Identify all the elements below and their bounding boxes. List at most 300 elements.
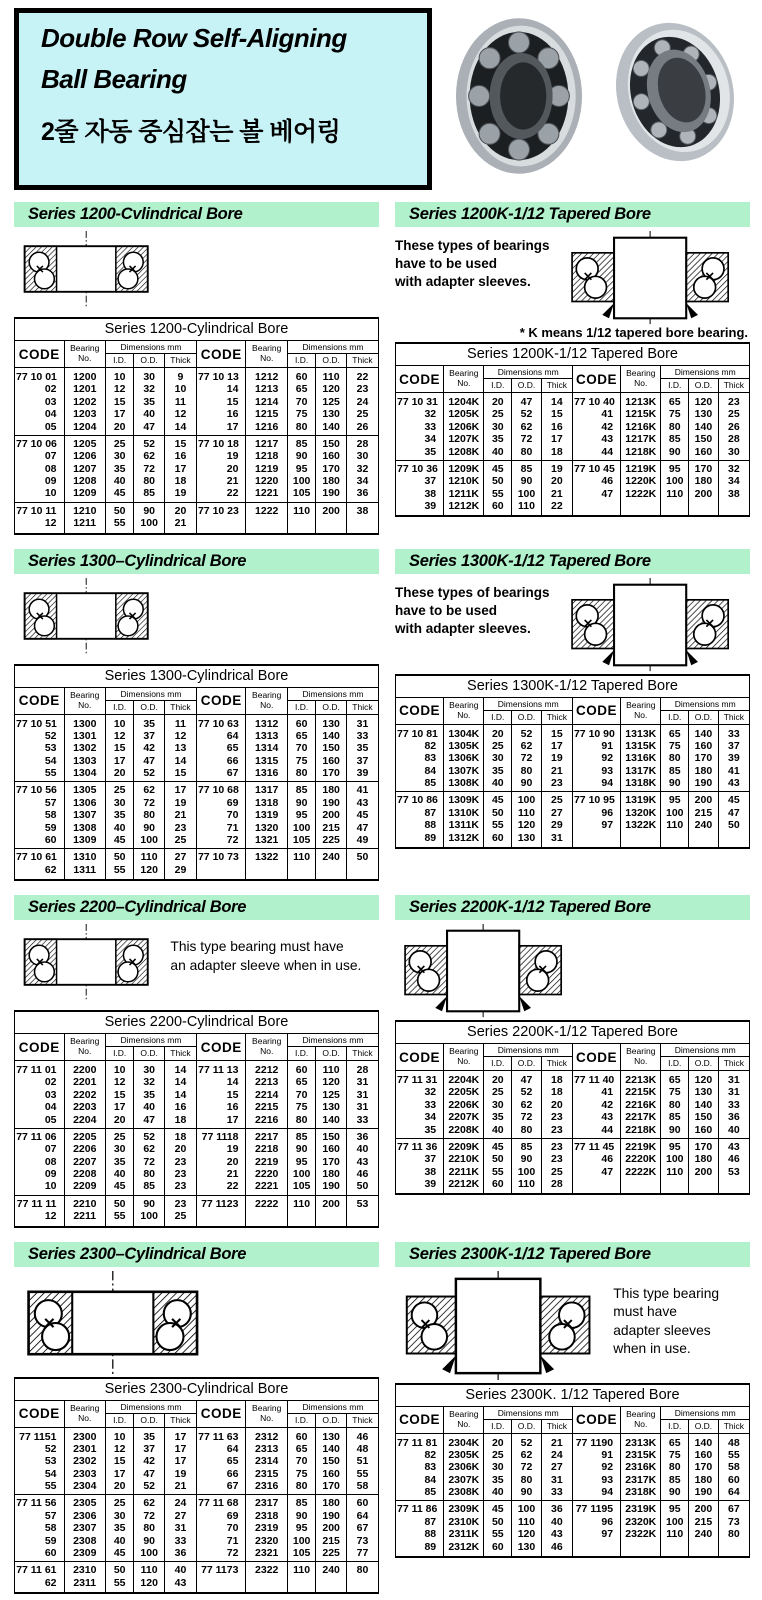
bearing-no-cell: 2306K bbox=[444, 1461, 484, 1473]
od-cell: 130 bbox=[316, 714, 347, 730]
id-cell: 50 bbox=[484, 475, 512, 487]
id-cell: 55 bbox=[484, 488, 512, 500]
od-cell: 200 bbox=[316, 502, 347, 517]
thick-cell: 19 bbox=[541, 752, 572, 764]
bearing-no-cell: 2205K bbox=[444, 1086, 484, 1098]
bearing-no-cell: 2312K bbox=[444, 1541, 484, 1557]
bearing-no-cell: 1211 bbox=[64, 517, 105, 533]
od-cell: 32 bbox=[134, 383, 165, 395]
thick-cell: 28 bbox=[346, 1061, 378, 1077]
id-cell: 75 bbox=[661, 740, 689, 752]
od-cell: 40 bbox=[134, 1101, 165, 1113]
od-cell: 90 bbox=[512, 777, 542, 792]
bearing-cross-section-diagram bbox=[395, 1271, 601, 1381]
id-cell: 95 bbox=[661, 1501, 689, 1516]
thick-cell: 45 bbox=[718, 792, 749, 807]
code-cell: 87 bbox=[396, 1516, 444, 1528]
od-cell: 170 bbox=[316, 1156, 347, 1168]
column-header-od: O.D. bbox=[316, 1047, 347, 1061]
code-cell: 94 bbox=[572, 777, 620, 792]
id-cell: 25 bbox=[105, 782, 133, 797]
thick-cell bbox=[718, 1178, 749, 1194]
bearing-no-cell: 1303 bbox=[64, 755, 105, 767]
bearing-no-cell bbox=[621, 1541, 661, 1557]
thick-cell: 47 bbox=[718, 807, 749, 819]
od-cell: 90 bbox=[512, 1486, 542, 1501]
thick-cell: 25 bbox=[346, 408, 378, 420]
column-header-code: CODE bbox=[572, 1406, 620, 1433]
od-cell: 180 bbox=[689, 765, 719, 777]
od-cell: 40 bbox=[134, 408, 165, 420]
table-row bbox=[15, 1510, 379, 1522]
column-header-bearing-no: Bearing No. bbox=[64, 1400, 105, 1427]
od-cell: 130 bbox=[316, 1101, 347, 1113]
bearing-no-cell bbox=[246, 1577, 287, 1593]
column-header-od: O.D. bbox=[316, 700, 347, 714]
od-cell: 150 bbox=[689, 433, 719, 445]
id-cell: 100 bbox=[287, 1168, 315, 1180]
id-cell: 20 bbox=[105, 1114, 133, 1129]
bearing-no-cell: 1310 bbox=[64, 849, 105, 864]
thick-cell: 34 bbox=[346, 475, 378, 487]
od-cell: 90 bbox=[134, 1195, 165, 1210]
thick-cell: 49 bbox=[346, 834, 378, 849]
series-banner bbox=[14, 1242, 379, 1267]
column-header-dimensions: Dimensions mm bbox=[287, 1034, 378, 1047]
id-cell: 25 bbox=[105, 1128, 133, 1143]
id-cell: 25 bbox=[484, 1449, 512, 1461]
thick-cell: 24 bbox=[346, 396, 378, 408]
id-cell: 45 bbox=[484, 460, 512, 475]
thick-cell: 23 bbox=[164, 1168, 196, 1180]
thick-cell: 20 bbox=[541, 1099, 572, 1111]
code-cell: 33 bbox=[396, 1099, 444, 1111]
id-cell: 17 bbox=[105, 1101, 133, 1113]
bearing-no-cell: 1209 bbox=[64, 487, 105, 502]
thick-cell: 24 bbox=[164, 1495, 196, 1510]
code-cell: 57 bbox=[15, 1510, 65, 1522]
series-section bbox=[395, 1242, 750, 1595]
bearing-no-cell: 2319 bbox=[246, 1522, 287, 1534]
od-cell: 85 bbox=[134, 487, 165, 502]
code-cell: 93 bbox=[572, 765, 620, 777]
id-cell: 60 bbox=[287, 1061, 315, 1077]
id-cell: 12 bbox=[105, 383, 133, 395]
table-row bbox=[15, 1195, 379, 1210]
od-cell: 150 bbox=[316, 1455, 347, 1467]
od-cell: 215 bbox=[689, 807, 719, 819]
od-cell: 62 bbox=[512, 1099, 542, 1111]
od-cell: 190 bbox=[689, 777, 719, 792]
bearing-no-cell: 1307K bbox=[444, 765, 484, 777]
thick-cell bbox=[718, 500, 749, 516]
id-cell: 65 bbox=[287, 1443, 315, 1455]
od-cell: 62 bbox=[134, 450, 165, 462]
od-cell: 180 bbox=[316, 475, 347, 487]
id-cell: 30 bbox=[105, 450, 133, 462]
id-cell: 45 bbox=[105, 834, 133, 849]
bearing-no-cell: 1313 bbox=[246, 730, 287, 742]
thick-cell: 39 bbox=[718, 752, 749, 764]
id-cell: 50 bbox=[105, 1195, 133, 1210]
id-cell: 30 bbox=[105, 1510, 133, 1522]
thick-cell: 51 bbox=[346, 1455, 378, 1467]
id-cell: 35 bbox=[484, 1474, 512, 1486]
table-row bbox=[15, 1522, 379, 1534]
id-cell: 95 bbox=[661, 792, 689, 807]
code-cell: 05 bbox=[15, 1114, 65, 1129]
column-header-thick: Thick bbox=[718, 379, 749, 393]
id-cell: 35 bbox=[484, 1111, 512, 1123]
code-cell: 67 bbox=[196, 1480, 246, 1495]
table-row bbox=[396, 724, 750, 740]
id-cell: 25 bbox=[484, 408, 512, 420]
code-cell: 97 bbox=[572, 1528, 620, 1540]
id-cell: 100 bbox=[287, 822, 315, 834]
code-cell: 21 bbox=[196, 475, 246, 487]
column-header-thick: Thick bbox=[346, 1047, 378, 1061]
bearing-no-cell: 2306 bbox=[64, 1510, 105, 1522]
code-cell: 12 bbox=[15, 517, 65, 533]
series-banner bbox=[14, 549, 379, 574]
od-cell: 62 bbox=[512, 1449, 542, 1461]
thick-cell: 14 bbox=[164, 421, 196, 436]
bearing-no-cell: 1320 bbox=[246, 822, 287, 834]
column-header-id: I.D. bbox=[287, 700, 315, 714]
bearing-no-cell: 1216K bbox=[621, 421, 661, 433]
od-cell: 72 bbox=[512, 433, 542, 445]
bearing-table bbox=[14, 1010, 379, 1228]
od-cell: 85 bbox=[134, 1180, 165, 1195]
code-cell: 89 bbox=[396, 832, 444, 848]
id-cell: 75 bbox=[287, 755, 315, 767]
table-row bbox=[396, 460, 750, 475]
bearing-no-cell: 2317 bbox=[246, 1495, 287, 1510]
code-cell: 20 bbox=[196, 463, 246, 475]
bearing-no-cell: 1220K bbox=[621, 475, 661, 487]
table-row bbox=[15, 797, 379, 809]
code-cell: 55 bbox=[15, 767, 65, 782]
id-cell: 75 bbox=[661, 1449, 689, 1461]
id-cell bbox=[661, 1178, 689, 1194]
column-header-bearing-no: Bearing No. bbox=[246, 1400, 287, 1427]
thick-cell: 23 bbox=[164, 822, 196, 834]
id-cell: 45 bbox=[484, 792, 512, 807]
od-cell: 240 bbox=[689, 819, 719, 831]
od-cell: 120 bbox=[316, 1076, 347, 1088]
thick-cell: 43 bbox=[541, 1528, 572, 1540]
table-row bbox=[396, 488, 750, 500]
bearing-no-cell: 1304K bbox=[444, 724, 484, 740]
code-cell: 77 1151 bbox=[15, 1427, 65, 1443]
thick-cell: 14 bbox=[164, 1089, 196, 1101]
id-cell: 25 bbox=[105, 435, 133, 450]
thick-cell: 21 bbox=[164, 809, 196, 821]
usage-note bbox=[395, 231, 550, 292]
table-row bbox=[15, 1427, 379, 1443]
bearing-no-cell: 2210 bbox=[64, 1195, 105, 1210]
bearing-no-cell: 1315K bbox=[621, 740, 661, 752]
table-row bbox=[396, 433, 750, 445]
thick-cell: 21 bbox=[541, 765, 572, 777]
thick-cell: 50 bbox=[346, 1180, 378, 1195]
bearing-no-cell: 1319K bbox=[621, 792, 661, 807]
table-row bbox=[15, 809, 379, 821]
code-cell: 82 bbox=[396, 740, 444, 752]
code-cell: 77 10 31 bbox=[396, 393, 444, 409]
catalog-grid bbox=[14, 202, 750, 1594]
code-cell: 77 10 36 bbox=[396, 460, 444, 475]
bearing-no-cell: 2310 bbox=[64, 1562, 105, 1577]
od-cell: 225 bbox=[316, 834, 347, 849]
note-line: with adapter sleeves. bbox=[395, 274, 531, 290]
bearing-no-cell: 2202 bbox=[64, 1089, 105, 1101]
thick-cell: 14 bbox=[164, 1076, 196, 1088]
table-title: Series 1300K-1/12 Tapered Bore bbox=[396, 675, 750, 698]
id-cell: 55 bbox=[105, 864, 133, 880]
column-header-od: O.D. bbox=[512, 1057, 542, 1071]
thick-cell: 18 bbox=[164, 475, 196, 487]
bearing-no-cell: 2204 bbox=[64, 1114, 105, 1129]
id-cell: 50 bbox=[105, 1562, 133, 1577]
thick-cell: 15 bbox=[164, 767, 196, 782]
id-cell: 30 bbox=[105, 797, 133, 809]
column-header-od: O.D. bbox=[134, 354, 165, 368]
title-box bbox=[14, 8, 432, 190]
od-cell: 85 bbox=[512, 1138, 542, 1153]
table-row bbox=[15, 1089, 379, 1101]
id-cell: 20 bbox=[484, 1433, 512, 1449]
thick-cell: 23 bbox=[541, 1111, 572, 1123]
column-header-dimensions: Dimensions mm bbox=[287, 1400, 378, 1413]
thick-cell: 20 bbox=[541, 475, 572, 487]
bearing-no-cell: 1210K bbox=[444, 475, 484, 487]
table-row bbox=[15, 435, 379, 450]
column-header-bearing-no: Bearing No. bbox=[621, 366, 661, 393]
id-cell: 35 bbox=[105, 1156, 133, 1168]
od-cell bbox=[689, 1541, 719, 1557]
table-row bbox=[15, 475, 379, 487]
id-cell: 105 bbox=[287, 487, 315, 502]
table-row bbox=[15, 1114, 379, 1129]
code-cell: 77 10 40 bbox=[572, 393, 620, 409]
code-cell: 14 bbox=[196, 1076, 246, 1088]
thick-cell: 40 bbox=[541, 1516, 572, 1528]
thick-cell: 40 bbox=[346, 1143, 378, 1155]
id-cell: 12 bbox=[105, 1443, 133, 1455]
column-header-id: I.D. bbox=[484, 379, 512, 393]
code-cell: 85 bbox=[396, 777, 444, 792]
thick-cell: 17 bbox=[164, 1455, 196, 1467]
thick-cell: 27 bbox=[164, 849, 196, 864]
thick-cell: 17 bbox=[541, 433, 572, 445]
column-header-bearing-no: Bearing No. bbox=[621, 697, 661, 724]
code-cell: 59 bbox=[15, 822, 65, 834]
bearing-no-cell: 2308K bbox=[444, 1486, 484, 1501]
code-cell: 69 bbox=[196, 797, 246, 809]
id-cell: 75 bbox=[287, 1101, 315, 1113]
od-cell: 37 bbox=[134, 1443, 165, 1455]
code-cell: 22 bbox=[196, 487, 246, 502]
code-cell: 91 bbox=[572, 1449, 620, 1461]
bearing-cross-section-diagram bbox=[562, 578, 738, 672]
thick-cell: 36 bbox=[346, 487, 378, 502]
od-cell: 52 bbox=[134, 435, 165, 450]
bearing-no-cell: 1211K bbox=[444, 488, 484, 500]
column-header-thick: Thick bbox=[346, 354, 378, 368]
od-cell: 190 bbox=[316, 487, 347, 502]
table-row bbox=[396, 1474, 750, 1486]
id-cell: 110 bbox=[287, 849, 315, 864]
thick-cell: 26 bbox=[346, 421, 378, 436]
series-banner-label: Series 2300K-1/12 Tapered Bore bbox=[409, 1244, 651, 1263]
table-row bbox=[396, 752, 750, 764]
code-cell: 77 11 40 bbox=[572, 1071, 620, 1087]
code-cell: 60 bbox=[15, 1547, 65, 1562]
od-cell: 200 bbox=[316, 1522, 347, 1534]
od-cell: 47 bbox=[134, 1468, 165, 1480]
bearing-no-cell: 2216K bbox=[621, 1099, 661, 1111]
od-cell: 72 bbox=[512, 1461, 542, 1473]
id-cell: 70 bbox=[287, 1455, 315, 1467]
id-cell: 40 bbox=[484, 777, 512, 792]
id-cell: 20 bbox=[105, 421, 133, 436]
id-cell: 12 bbox=[105, 1076, 133, 1088]
bearing-no-cell: 1218K bbox=[621, 446, 661, 461]
thick-cell: 23 bbox=[164, 1156, 196, 1168]
id-cell: 80 bbox=[287, 1480, 315, 1495]
code-cell: 70 bbox=[196, 809, 246, 821]
code-cell: 41 bbox=[572, 1086, 620, 1098]
code-cell: 77 10 86 bbox=[396, 792, 444, 807]
code-cell bbox=[572, 1541, 620, 1557]
column-header-code: CODE bbox=[15, 687, 65, 714]
code-cell: 15 bbox=[196, 1089, 246, 1101]
code-cell: 77 1123 bbox=[196, 1195, 246, 1210]
od-cell: 32 bbox=[134, 1076, 165, 1088]
code-cell: 03 bbox=[15, 1089, 65, 1101]
bearing-no-cell: 1311K bbox=[444, 819, 484, 831]
bearing-no-cell bbox=[246, 864, 287, 880]
id-cell: 85 bbox=[661, 433, 689, 445]
id-cell: 85 bbox=[287, 1128, 315, 1143]
id-cell: 85 bbox=[287, 782, 315, 797]
bearing-no-cell bbox=[621, 500, 661, 516]
bearing-no-cell: 2218K bbox=[621, 1124, 661, 1139]
table-row bbox=[396, 1486, 750, 1501]
thick-cell: 12 bbox=[164, 730, 196, 742]
thick-cell: 24 bbox=[541, 1449, 572, 1461]
bearing-no-cell: 1200 bbox=[64, 368, 105, 384]
od-cell: 140 bbox=[689, 421, 719, 433]
od-cell: 120 bbox=[134, 1577, 165, 1593]
code-cell: 66 bbox=[196, 755, 246, 767]
code-cell: 53 bbox=[15, 742, 65, 754]
note-line: This type bearing must have bbox=[170, 939, 344, 954]
column-header-dimensions: Dimensions mm bbox=[484, 697, 572, 710]
column-header-od: O.D. bbox=[134, 1047, 165, 1061]
bearing-no-cell: 1206K bbox=[444, 421, 484, 433]
bearing-no-cell: 1302 bbox=[64, 742, 105, 754]
id-cell: 85 bbox=[661, 1474, 689, 1486]
bearing-cross-section-diagram bbox=[14, 578, 158, 654]
bearing-cross-section-diagram bbox=[562, 231, 738, 325]
bearing-table bbox=[14, 664, 379, 882]
thick-cell: 18 bbox=[541, 446, 572, 461]
od-cell: 160 bbox=[316, 1143, 347, 1155]
column-header-thick: Thick bbox=[164, 700, 196, 714]
od-cell bbox=[316, 517, 347, 533]
od-cell: 225 bbox=[316, 1547, 347, 1562]
id-cell: 105 bbox=[287, 834, 315, 849]
code-cell: 09 bbox=[15, 475, 65, 487]
thick-cell: 80 bbox=[718, 1528, 749, 1540]
id-cell: 80 bbox=[661, 752, 689, 764]
bearing-photo-icon bbox=[440, 12, 598, 180]
od-cell: 160 bbox=[689, 1124, 719, 1139]
column-header-od: O.D. bbox=[689, 1419, 719, 1433]
od-cell: 80 bbox=[134, 809, 165, 821]
thick-cell: 27 bbox=[164, 1510, 196, 1522]
od-cell: 62 bbox=[134, 782, 165, 797]
table-row bbox=[15, 1535, 379, 1547]
thick-cell: 36 bbox=[541, 1501, 572, 1516]
bearing-no-cell: 2319K bbox=[621, 1501, 661, 1516]
column-header-bearing-no: Bearing No. bbox=[246, 341, 287, 368]
bearing-no-cell: 1209K bbox=[444, 460, 484, 475]
note-line: with adapter sleeves. bbox=[395, 620, 531, 636]
table-row bbox=[396, 393, 750, 409]
bearing-table bbox=[14, 317, 379, 535]
thick-cell: 23 bbox=[541, 777, 572, 792]
column-header-id: I.D. bbox=[484, 1057, 512, 1071]
od-cell: 52 bbox=[512, 724, 542, 740]
od-cell: 240 bbox=[316, 1562, 347, 1577]
thick-cell: 77 bbox=[346, 1547, 378, 1562]
bearing-no-cell: 1219 bbox=[246, 463, 287, 475]
id-cell: 15 bbox=[105, 1089, 133, 1101]
od-cell: 110 bbox=[512, 1178, 542, 1194]
column-header-thick: Thick bbox=[718, 1057, 749, 1071]
code-cell bbox=[196, 1210, 246, 1226]
id-cell: 15 bbox=[105, 1455, 133, 1467]
bearing-no-cell: 1206 bbox=[64, 450, 105, 462]
od-cell: 200 bbox=[689, 792, 719, 807]
bearing-no-cell: 1215K bbox=[621, 408, 661, 420]
code-cell bbox=[572, 832, 620, 848]
id-cell: 40 bbox=[105, 475, 133, 487]
code-cell: 52 bbox=[15, 1443, 65, 1455]
series-banner-label: Series 2200–Cylindrical Bore bbox=[28, 898, 247, 916]
code-cell: 77 10 56 bbox=[15, 782, 65, 797]
id-cell: 110 bbox=[287, 502, 315, 517]
note-line: These types of bearings bbox=[395, 584, 550, 600]
bearing-no-cell: 1215 bbox=[246, 408, 287, 420]
bearing-no-cell: 2305K bbox=[444, 1449, 484, 1461]
code-cell: 17 bbox=[196, 1114, 246, 1129]
id-cell: 45 bbox=[484, 1138, 512, 1153]
thick-cell: 73 bbox=[346, 1535, 378, 1547]
id-cell: 35 bbox=[105, 463, 133, 475]
bearing-no-cell: 2207 bbox=[64, 1156, 105, 1168]
thick-cell: 53 bbox=[718, 1166, 749, 1178]
id-cell: 90 bbox=[287, 450, 315, 462]
table-row bbox=[15, 502, 379, 517]
code-cell: 77 10 81 bbox=[396, 724, 444, 740]
table-row bbox=[15, 368, 379, 384]
bearing-no-cell: 1306 bbox=[64, 797, 105, 809]
page-header bbox=[14, 8, 750, 190]
